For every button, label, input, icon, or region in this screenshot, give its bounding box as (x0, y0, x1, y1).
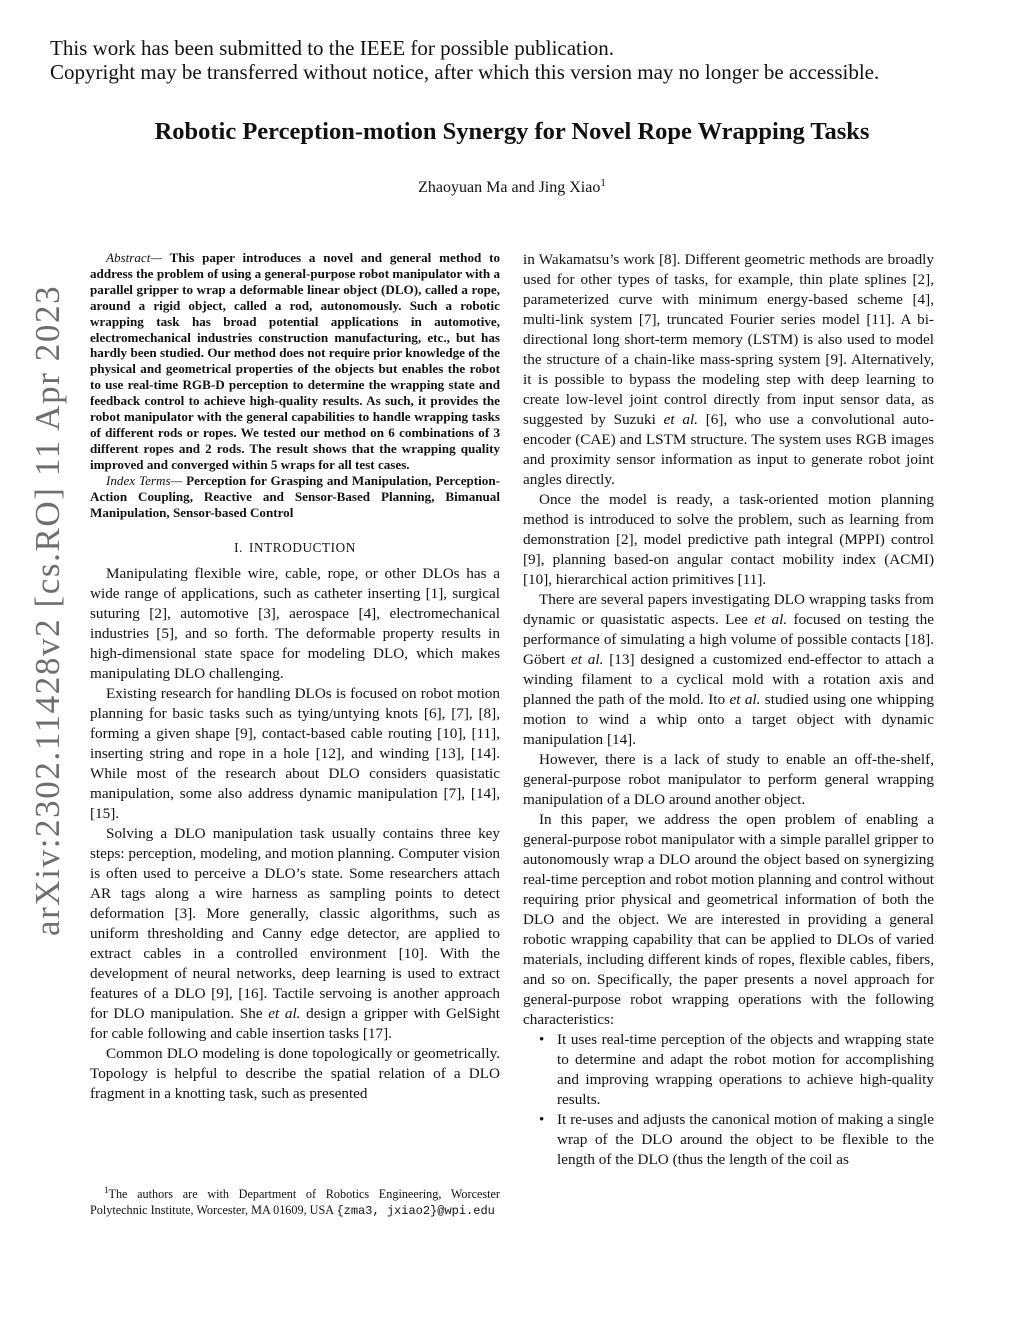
et-al: et al. (663, 411, 698, 428)
footnote (90, 1182, 500, 1219)
bullet-icon: • (539, 1111, 545, 1128)
section-heading-introduction (90, 538, 500, 558)
et-al: et al. (754, 611, 788, 628)
submission-notice (50, 36, 1010, 84)
right-paragraph-2: Once the model is ready, a task-oriented motion planning method is introduced to solve the problem, such as learning from demonstration [2], model predictive path integral (MPPI) control [9], planning based-on angular contact mobility index (ACMI) [10], hierarchical action primitives [11]. (523, 491, 934, 588)
right-column (523, 250, 934, 1170)
list-item (523, 1030, 934, 1110)
list-item-text: It uses real-time perception of the objects and wrapping state to determine and adapt the robot motion for accomplishing and improving wrapping operations to achieve high-quality results. (557, 1031, 934, 1108)
right-paragraph-3 (523, 590, 934, 750)
right-paragraph-3a: There are several papers investigating DLO wrapping tasks from dynamic or quasistatic aspects. Lee (523, 591, 934, 628)
paper-title: Robotic Perception-motion Synergy for Novel Rope Wrapping Tasks (154, 118, 870, 145)
footnote-email: {zma3, jxiao2}@wpi.edu (336, 1204, 495, 1219)
abstract-label: Abstract— (106, 250, 163, 265)
et-al: et al. (729, 691, 761, 708)
footnote-text: The authors are with Department of Robotics Engineering, Worcester Polytechnic Institute, Worcester, MA 01609, USA (90, 1187, 500, 1218)
intro-paragraph-4: Common DLO modeling is done topologically or geometrically. Topology is helpful to describe the spatial relation of a DLO fragment in a knotting task, such as presented (90, 1045, 500, 1103)
index-terms-text: Perception for Grasping and Manipulation, Perception-Action Coupling, Reactive and Sensor-Based Planning, Bimanual Manipulation, Sensor-based Control (90, 472, 500, 520)
left-column (90, 250, 500, 1104)
intro-paragraph-2: Existing research for handling DLOs is focused on robot motion planning for basic tasks such as tying/untying knots [6], [7], [8], forming a given shape [9], contact-based cable routing [10], [11], inserting string and rope in a hole [12], and winding [13], [14]. While most of the research about DLO considers quasistatic manipulation, some also address dynamic manipulation [7], [14], [15]. (90, 685, 500, 823)
right-paragraph-1 (523, 250, 934, 490)
index-terms-label: Index Terms— (106, 472, 183, 488)
index-terms (90, 473, 500, 521)
section-number: I. (234, 540, 244, 556)
bullet-icon: • (539, 1031, 545, 1048)
arxiv-stamp: arXiv:2302.11428v2 [cs.RO] 11 Apr 2023 (28, 284, 67, 936)
right-paragraph-4: However, there is a lack of study to enable an off-the-shelf, general-purpose robot manipulator to perform general wrapping manipulation of a DLO around another object. (523, 751, 934, 808)
right-paragraph-3b: focused on testing the performance of simulating a high volume of possible contacts [18]. Göbert (523, 611, 934, 668)
right-paragraph-1a: in Wakamatsu’s work [8]. Different geometric methods are broadly used for other types of tasks, for example, thin plate splines [2], parameterized curve with minimum energy-based scheme [4], multi-link system [7], truncated Fourier series model [11]. A bi-directional long short-term memory (LSTM) is also used to model the structure of a chain-like mass-spring system [9]. Alternatively, it is possible to bypass the modeling step with deep learning to create low-level joint control directly from input sensor data, as suggested by Suzuki (523, 251, 934, 428)
affiliation-mark: 1 (600, 177, 606, 189)
list-item (523, 1110, 934, 1170)
right-paragraph-3d: studied using one whipping motion to wind a whip onto a target object with dynamic manipulation [14]. (523, 691, 935, 748)
abstract (90, 250, 500, 473)
footnote-mark: 1 (104, 1185, 109, 1195)
list-item-text: It re-uses and adjusts the canonical motion of making a single wrap of the DLO around the object to be flexible to the length of the DLO (thus the length of the coil as (557, 1111, 934, 1168)
notice-line-1: This work has been submitted to the IEEE for possible publication. (50, 36, 614, 60)
section-title: INTRODUCTION (249, 540, 356, 556)
right-paragraph-1b: [6], who use a convolutional auto-encoder (CAE) and LSTM structure. The system uses RGB images and proximity sensor information as input to generate robot joint angles directly. (523, 411, 934, 488)
et-al: et al. (268, 1005, 301, 1023)
abstract-text: This paper introduces a novel and general method to address the problem of using a general-purpose robot manipulator with a parallel gripper to wrap a deformable linear object (DLO), called a rope, around a rigid object, called a rod, autonomously. Such a robotic wrapping task has broad potential applications in automotive, electromechanical industries construction manufacturing, etc., but has hardly been studied. Our method does not require prior knowledge of the physical and geometrical properties of the objects but enables the robot to use real-time RGB-D perception to determine the wrapping state and feedback control to achieve high-quality results. As such, it provides the robot manipulator with the general capabilities to handle wrapping tasks of different rods or ropes. We tested our method on 6 combinations of 3 different ropes and 2 rods. The result shows that the wrapping quality improved and converged within 5 wraps for all test cases. (90, 250, 500, 472)
author-names: Zhaoyuan Ma and Jing Xiao (418, 179, 601, 196)
feature-list (523, 1030, 934, 1170)
author-line (0, 177, 1024, 197)
intro-paragraph-3-text: Solving a DLO manipulation task usually contains three key steps: perception, modeling, and motion planning. Computer vision is often used to perceive a DLO’s state. Some researchers attach AR tags along a wire harness as sampling points to detect deformation [3]. More generally, classic algorithms, such as uniform thresholding and Canny edge detector, are applied to extract cables in a controlled environment [10]. With the development of neural networks, deep learning is used to extract features of a DLO [9], [16]. Tactile servoing is another approach for DLO manipulation. She (90, 825, 501, 1023)
intro-paragraph-3-end: design a gripper with GelSight for cable following and cable insertion tasks [17]. (90, 1005, 500, 1043)
right-paragraph-3c: [13] designed a customized end-effector to attach a winding filament to a cyclical mold with a rotation axis and planned the path of the mold. Ito (523, 651, 934, 708)
right-paragraph-5: In this paper, we address the open problem of enabling a general-purpose robot manipulator with a simple parallel gripper to autonomously wrap a DLO around the object based on synergizing real-time perception and robot motion planning and control without requiring prior physical and geometrical information of both the DLO and the object. We are interested in providing a general robotic wrapping capability that can be applied to DLOs of varied materials, including different kinds of ropes, flexible cables, fibers, and so on. Specifically, the paper presents a novel approach for general-purpose robot wrapping operations with the following characteristics: (523, 811, 934, 1028)
et-al: et al. (571, 651, 604, 668)
intro-paragraph-3 (90, 824, 500, 1044)
intro-paragraph-1: Manipulating flexible wire, cable, rope, or other DLOs has a wide range of applications, such as catheter inserting [1], surgical suturing [2], automotive [3], aerospace [4], electromechanical industries [5], and so forth. The deformable property results in high-dimensional state space for modeling DLO, which makes manipulating DLO challenging. (90, 565, 500, 683)
notice-line-2: Copyright may be transferred without notice, after which this version may no longer be accessible. (50, 60, 880, 84)
